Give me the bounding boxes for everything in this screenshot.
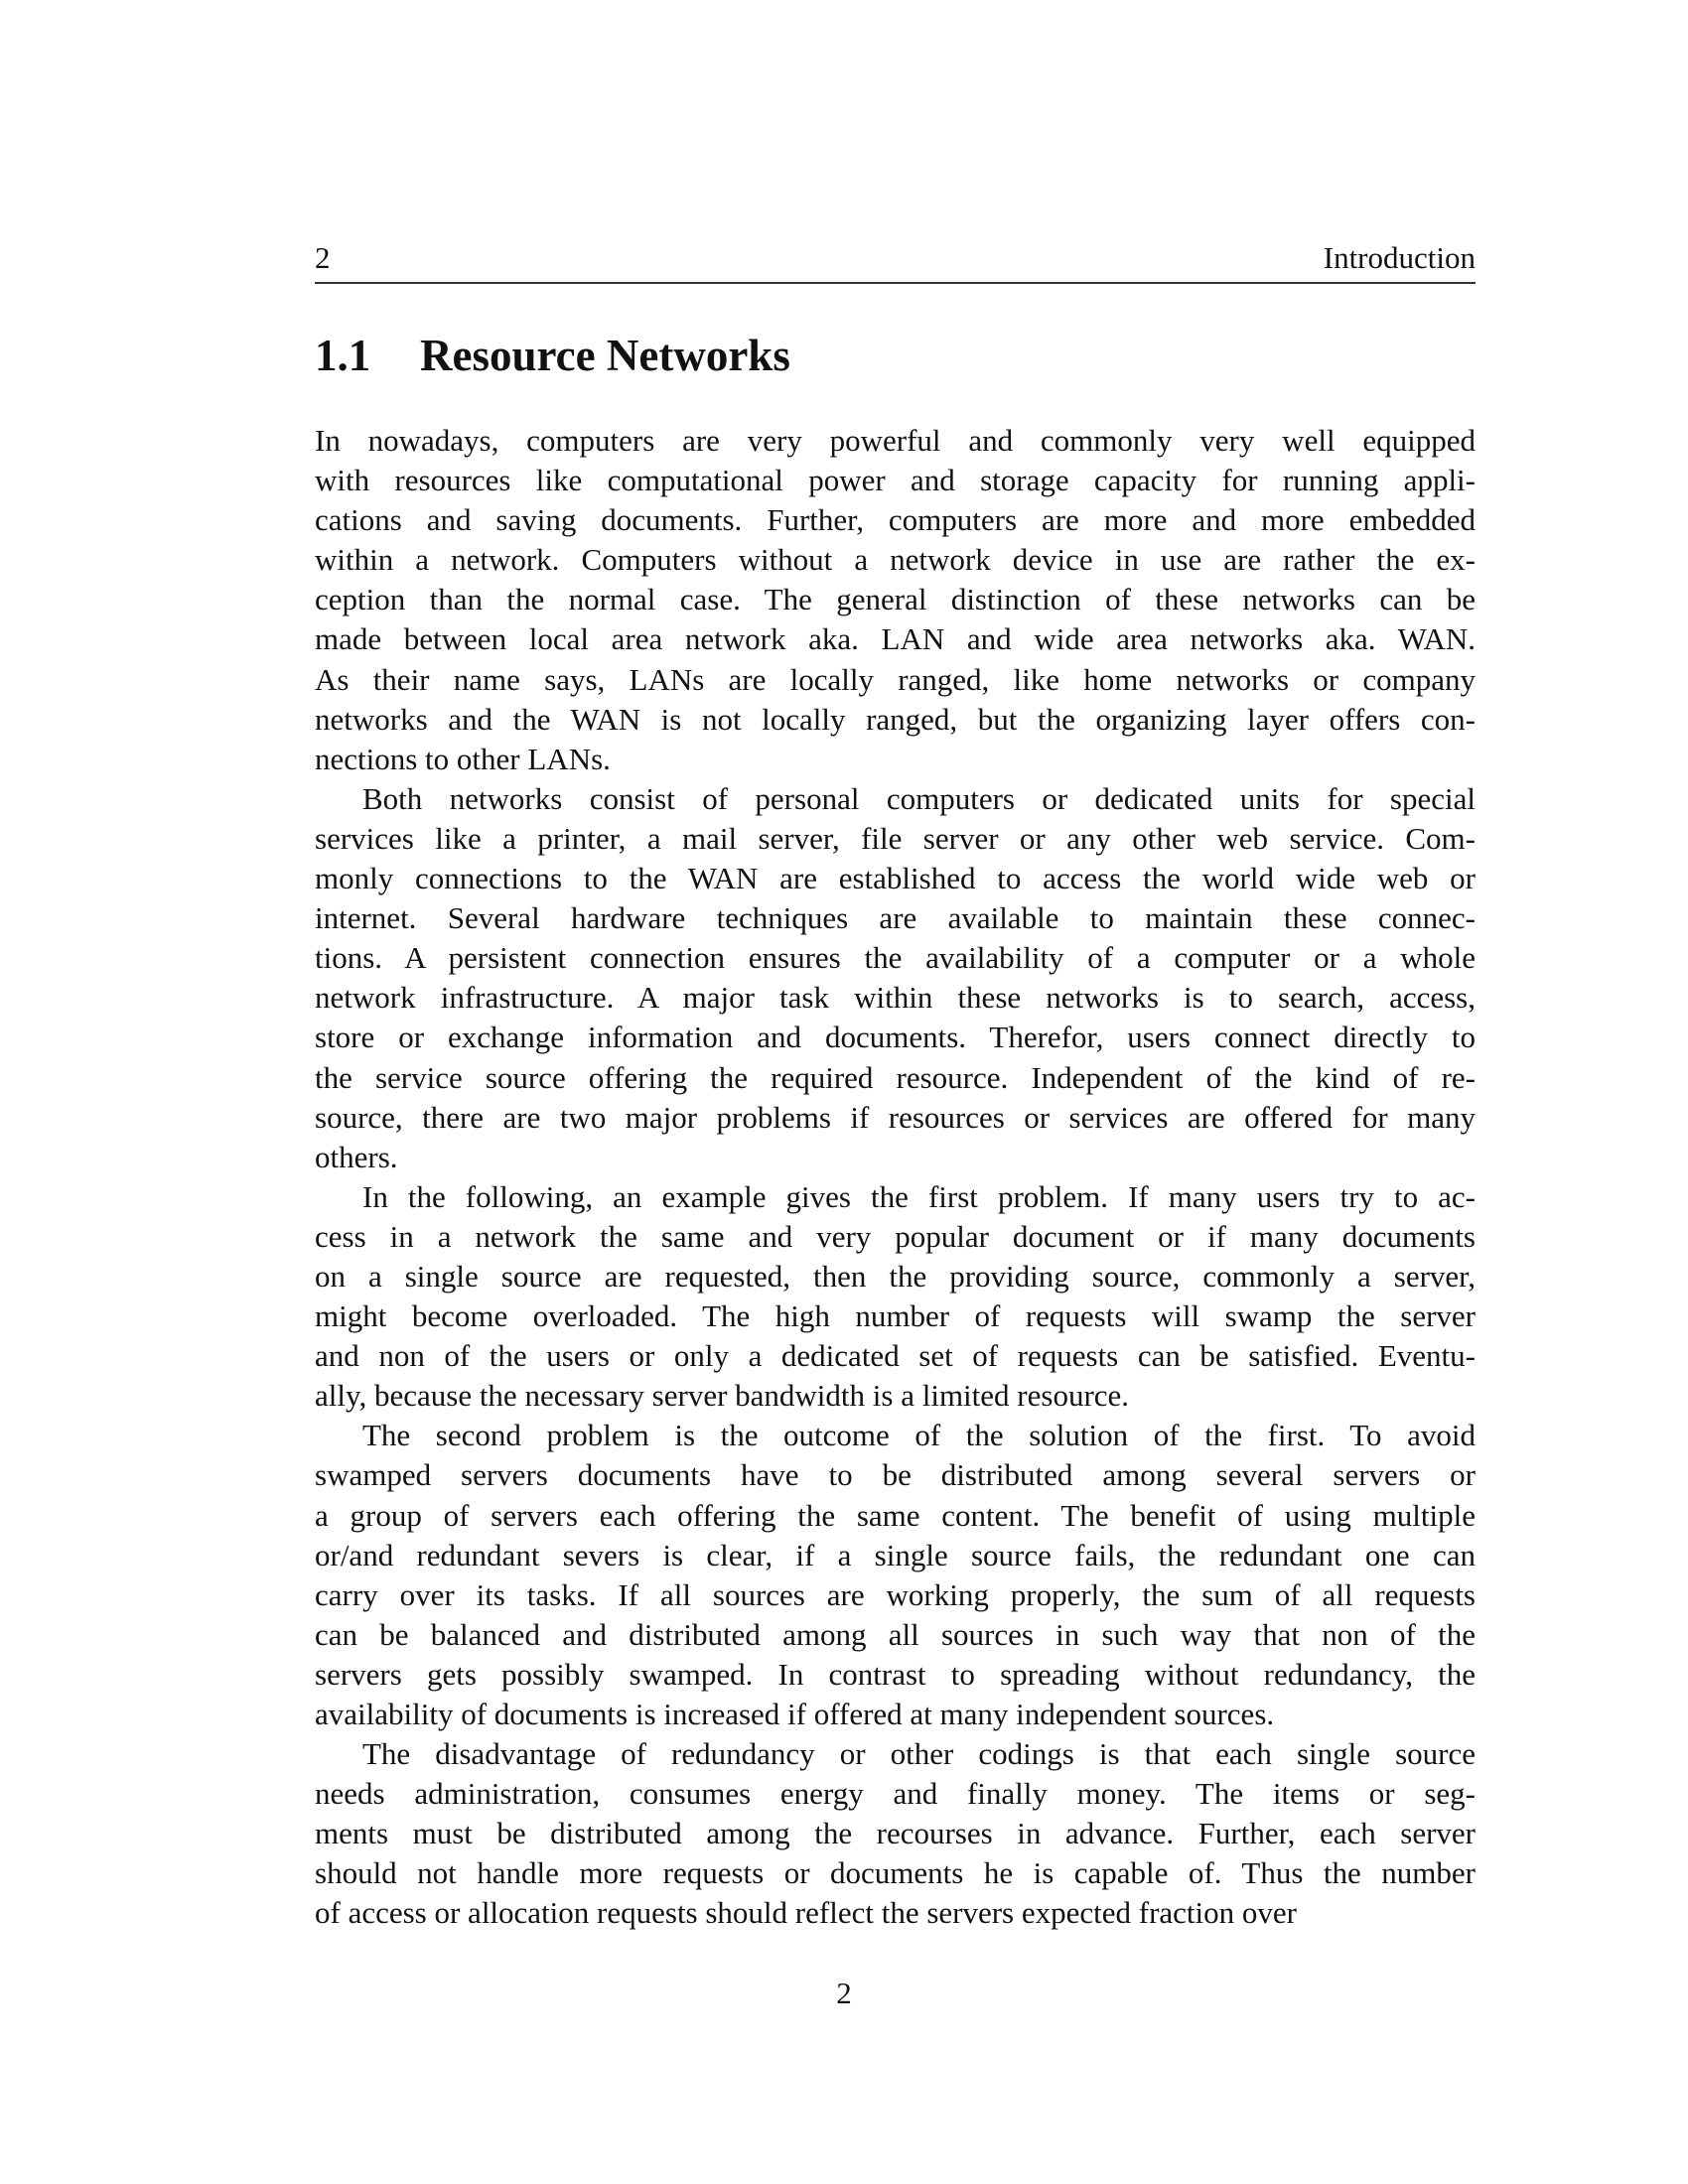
paragraph: [315, 779, 1476, 1177]
text-line: internet. Several hardware techniques are available to maintain these connec-: [315, 900, 1476, 936]
paragraph: [315, 1416, 1476, 1734]
text-line: needs administration, consumes energy and finally money. The items or seg-: [315, 1776, 1476, 1812]
text-line: In nowadays, computers are very powerful and commonly very well equipped: [315, 423, 1476, 458]
text-line: source, there are two major problems if resources or services are offered for many: [315, 1099, 1476, 1135]
text-line: The second problem is the outcome of the solution of the first. To avoid: [362, 1418, 1476, 1453]
text-line: a group of servers each offering the same content. The benefit of using multiple: [315, 1497, 1476, 1533]
text-line: of access or allocation requests should reflect the servers expected fraction over: [315, 1895, 1297, 1931]
text-line: Both networks consist of personal computers or dedicated units for special: [362, 780, 1476, 816]
running-header: [315, 236, 1476, 280]
text-line: carry over its tasks. If all sources are working properly, the sum of all requests: [315, 1576, 1476, 1612]
text-line: cations and saving documents. Further, computers are more and more embedded: [315, 502, 1476, 538]
section-heading: [315, 328, 790, 383]
text-line: within a network. Computers without a network device in use are rather the ex-: [315, 542, 1476, 578]
text-line: In the following, an example gives the first problem. If many users try to ac-: [362, 1178, 1476, 1214]
text-line: the service source offering the required resource. Independent of the kind of re-: [315, 1059, 1476, 1095]
text-line: servers gets possibly swamped. In contrast to spreading without redundancy, the: [315, 1656, 1476, 1692]
text-line: nections to other LANs.: [315, 741, 611, 776]
text-line: on a single source are requested, then the providing source, commonly a server,: [315, 1258, 1476, 1294]
text-line: or/and redundant severs is clear, if a single source fails, the redundant one can: [315, 1537, 1476, 1572]
footer-page-number: 2: [836, 1976, 852, 2010]
text-line: tions. A persistent connection ensures the availability of a computer or a whole: [315, 940, 1476, 976]
text-line: others.: [315, 1139, 398, 1174]
body-text: [315, 421, 1476, 1934]
paragraph: [315, 421, 1476, 779]
header-running-title: Introduction: [1323, 240, 1476, 275]
text-line: The disadvantage of redundancy or other codings is that each single source: [362, 1736, 1476, 1772]
text-line: made between local area network aka. LAN and wide area networks aka. WAN.: [315, 621, 1476, 657]
section-number: 1.1: [315, 331, 371, 380]
text-line: might become overloaded. The high number of requests will swamp the server: [315, 1298, 1476, 1334]
text-line: swamped servers documents have to be distributed among several servers or: [315, 1457, 1476, 1493]
paragraph: [315, 1177, 1476, 1417]
text-line: cess in a network the same and very popular document or if many documents: [315, 1218, 1476, 1254]
text-line: should not handle more requests or documents he is capable of. Thus the number: [315, 1855, 1476, 1891]
header-rule: [315, 282, 1476, 284]
text-line: with resources like computational power and storage capacity for running appli-: [315, 463, 1476, 498]
text-line: ception than the normal case. The general distinction of these networks can be: [315, 582, 1476, 617]
text-line: As their name says, LANs are locally ranged, like home networks or company: [315, 661, 1476, 697]
paragraph: [315, 1734, 1476, 1933]
text-line: availability of documents is increased if offered at many independent sources.: [315, 1697, 1275, 1731]
text-line: store or exchange information and documents. Therefor, users connect directly to: [315, 1020, 1476, 1055]
header-page-number: 2: [315, 240, 331, 275]
text-line: and non of the users or only a dedicated set of requests can be satisfied. Eventu-: [315, 1338, 1476, 1374]
section-title: Resource Networks: [420, 331, 790, 380]
text-line: monly connections to the WAN are established to access the world wide web or: [315, 861, 1476, 896]
text-line: services like a printer, a mail server, file server or any other web service. Com-: [315, 820, 1476, 856]
text-line: networks and the WAN is not locally ranged, but the organizing layer offers con-: [315, 701, 1476, 737]
text-line: ments must be distributed among the recourses in advance. Further, each server: [315, 1816, 1476, 1851]
text-line: can be balanced and distributed among all sources in such way that non of the: [315, 1616, 1476, 1652]
text-line: ally, because the necessary server bandwidth is a limited resource.: [315, 1378, 1130, 1414]
text-line: network infrastructure. A major task within these networks is to search, access,: [315, 980, 1476, 1016]
